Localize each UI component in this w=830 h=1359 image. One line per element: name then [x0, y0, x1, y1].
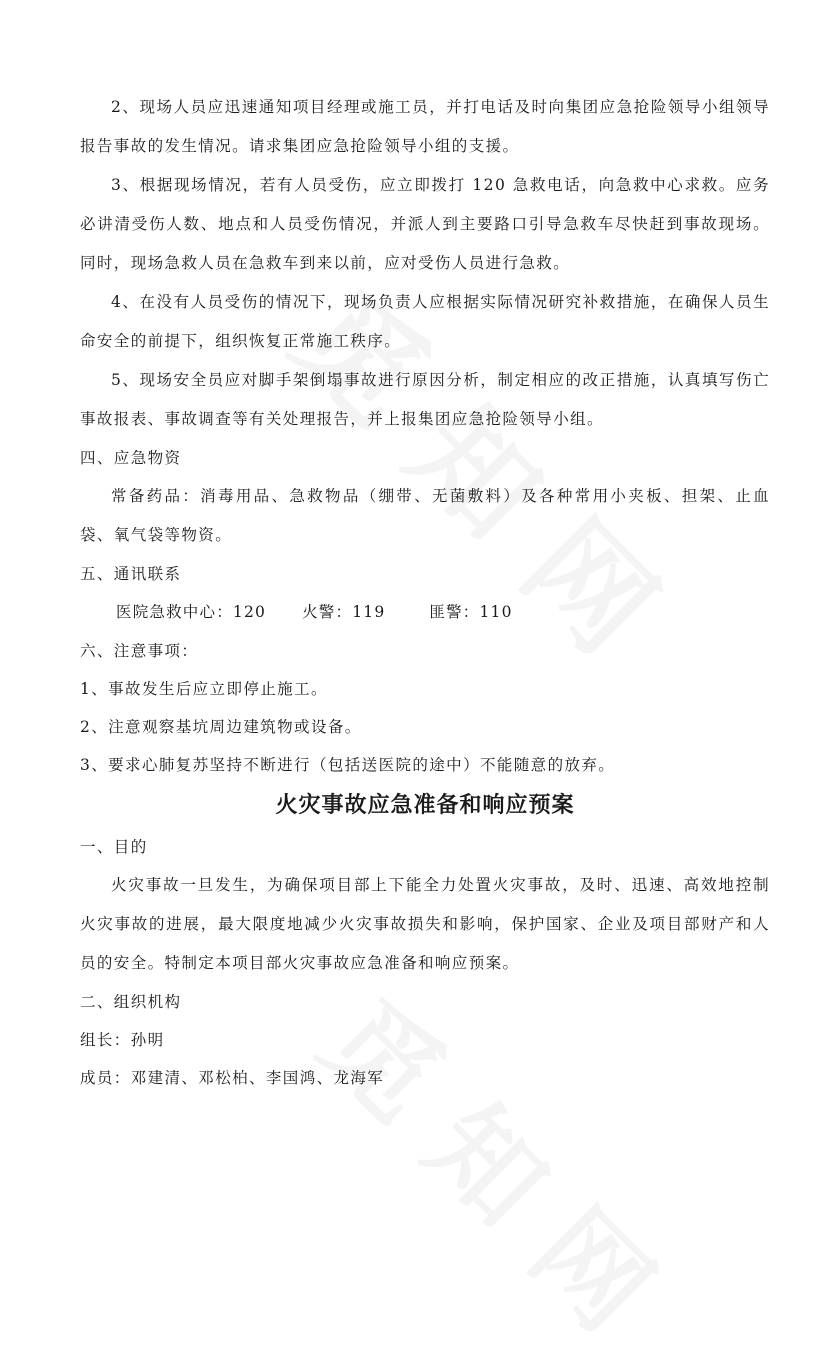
- document-page: [80, 88, 770, 1097]
- precaution-item: 2、注意观察基坑周边建筑物或设备。: [80, 718, 362, 736]
- paragraph-analysis: 5、现场安全员应对脚手架倒塌事故进行原因分析，制定相应的改正措施，认真填写伤亡事故报表、事故调查等有关处理报告，并上报集团应急抢险领导小组。: [80, 371, 770, 428]
- heading-precautions: 六、注意事项：: [80, 642, 199, 660]
- heading-communication: 五、通讯联系: [80, 565, 182, 583]
- contact-hospital: 医院急救中心：120: [116, 603, 267, 621]
- paragraph-first-aid: 3、根据现场情况，若有人员受伤，应立即拨打 120 急救电话，向急救中心求救。应务必讲清受伤人数、地点和人员受伤情况，并派人到主要路口引导急救车尽快赶到事故现场。同时，现场急救人员在急救车到来以前，应对受伤人员进行急救。: [80, 176, 770, 272]
- org-members: 成员：邓建清、邓松柏、李国鸿、龙海军: [80, 1069, 385, 1087]
- heading-purpose: 一、目的: [80, 838, 148, 856]
- contact-numbers: [80, 593, 770, 632]
- heading-organization: 二、组织机构: [80, 993, 182, 1011]
- contact-police: 匪警：110: [429, 603, 513, 621]
- paragraph-purpose: 火灾事故一旦发生，为确保项目部上下能全力处置火灾事故，及时、迅速、高效地控制火灾事故的进展，最大限度地减少火灾事故损失和影响，保护国家、企业及项目部财产和人员的安全。特制定本项目部火灾事故应急准备和响应预案。: [80, 876, 770, 972]
- paragraph-remedy: 4、在没有人员受伤的情况下，现场负责人应根据实际情况研究补救措施，在确保人员生命安全的前提下，组织恢复正常施工秩序。: [80, 293, 770, 350]
- paragraph-supplies: 常备药品：消毒用品、急救物品（绷带、无菌敷料）及各种常用小夹板、担架、止血袋、氧气袋等物资。: [80, 487, 770, 544]
- heading-emergency-supplies: 四、应急物资: [80, 449, 182, 467]
- paragraph-notify: 2、现场人员应迅速通知项目经理或施工员，并打电话及时向集团应急抢险领导小组领导报告事故的发生情况。请求集团应急抢险领导小组的支援。: [80, 98, 770, 155]
- contact-fire: 火警：119: [302, 603, 386, 621]
- precaution-item: 3、要求心肺复苏坚持不断进行（包括送医院的途中）不能随意的放弃。: [80, 756, 616, 774]
- org-leader: 组长：孙明: [80, 1031, 165, 1049]
- precaution-item: 1、事故发生后应立即停止施工。: [80, 680, 328, 698]
- page-title: 火灾事故应急准备和响应预案: [275, 793, 575, 818]
